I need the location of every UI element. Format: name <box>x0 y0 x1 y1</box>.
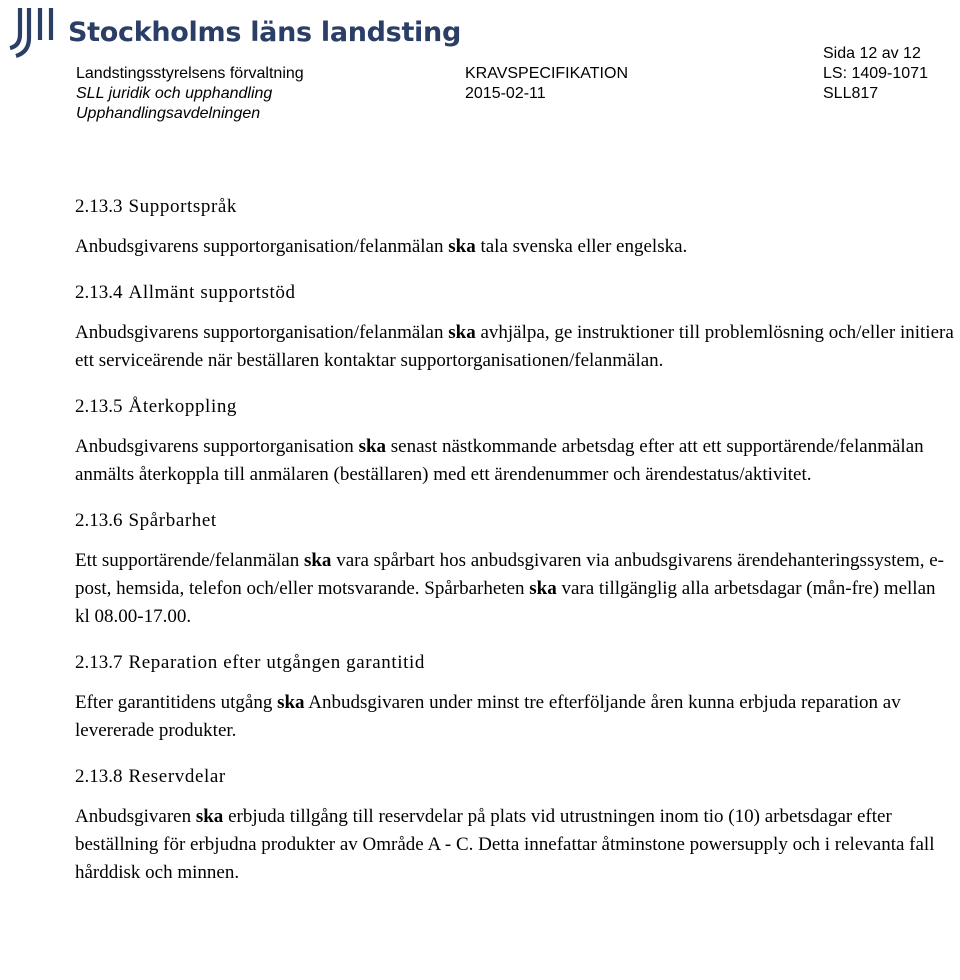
paragraph-text: avhjälpa, ge instruktioner till problemlösning och/eller initiera ett serviceärende när beställaren kontaktar supportorganisationen/felanmälan. <box>75 322 954 371</box>
section-2-13-5 <box>75 393 955 489</box>
section-heading <box>75 763 955 791</box>
section-heading <box>75 507 955 535</box>
requirement-keyword: ska <box>529 578 557 599</box>
section-paragraph <box>75 689 955 745</box>
org-line-1: Landstingsstyrelsens förvaltning <box>76 65 304 82</box>
org-line-2: SLL juridik och upphandling <box>76 85 273 102</box>
section-2-13-3 <box>75 193 955 261</box>
section-paragraph <box>75 319 955 375</box>
paragraph-text: vara spårbart hos anbudsgivaren via anbudsgivarens ärendehanteringssystem, e-post, hemsida, telefon och/eller motsvarande. Spårbarheten <box>75 550 944 599</box>
reference-number: SLL817 <box>823 85 879 102</box>
section-heading <box>75 393 955 421</box>
section-title: Återkoppling <box>128 396 238 417</box>
section-number: 2.13.7 <box>75 652 123 673</box>
section-2-13-8 <box>75 763 955 887</box>
section-2-13-7 <box>75 649 955 745</box>
page-number: Sida 12 av 12 <box>823 45 921 62</box>
section-title: Reparation efter utgången garantitid <box>128 652 425 673</box>
section-2-13-6 <box>75 507 955 631</box>
requirement-keyword: ska <box>277 692 305 713</box>
logo-text: Stockholms läns landsting <box>68 16 461 48</box>
section-number: 2.13.6 <box>75 510 123 531</box>
section-paragraph <box>75 547 955 631</box>
paragraph-text: Anbudsgivarens supportorganisation/felanmälan <box>75 236 449 257</box>
sll-logo-icon <box>6 4 62 60</box>
requirement-keyword: ska <box>358 436 387 457</box>
section-paragraph <box>75 803 955 887</box>
section-heading <box>75 193 955 221</box>
section-title: Spårbarhet <box>128 510 217 531</box>
case-number: LS: 1409-1071 <box>823 65 928 82</box>
paragraph-text: tala svenska eller engelska. <box>475 236 688 257</box>
section-number: 2.13.8 <box>75 766 123 787</box>
section-paragraph <box>75 433 955 489</box>
requirement-keyword: ska <box>448 236 476 257</box>
section-title: Allmänt supportstöd <box>128 282 296 303</box>
doc-type: KRAVSPECIFIKATION <box>465 65 628 82</box>
logo <box>6 4 461 60</box>
document-body <box>75 193 955 905</box>
paragraph-text: vara tillgänglig alla arbetsdagar (mån-fre) mellan kl 08.00-17.00. <box>75 578 936 627</box>
paragraph-text: Efter garantitidens utgång <box>75 692 278 713</box>
section-heading <box>75 649 955 677</box>
section-number: 2.13.5 <box>75 396 123 417</box>
section-number: 2.13.4 <box>75 282 123 303</box>
section-title: Supportspråk <box>128 196 238 217</box>
requirement-keyword: ska <box>448 322 476 343</box>
paragraph-text: Ett supportärende/felanmälan <box>75 550 304 571</box>
paragraph-text: senast nästkommande arbetsdag efter att ett supportärende/felanmälan anmälts återkoppla till anmälaren (beställaren) med ett ärendenummer och ärendestatus/aktivitet. <box>75 436 924 485</box>
section-2-13-4 <box>75 279 955 375</box>
paragraph-text: Anbudsgivaren under minst tre efterföljande åren kunna erbjuda reparation av levererade produkter. <box>75 692 901 741</box>
section-paragraph <box>75 233 955 261</box>
section-number: 2.13.3 <box>75 196 123 217</box>
org-line-3: Upphandlingsavdelningen <box>76 105 261 122</box>
requirement-keyword: ska <box>303 550 332 571</box>
requirement-keyword: ska <box>195 806 224 827</box>
section-title: Reservdelar <box>128 766 226 787</box>
paragraph-text: Anbudsgivarens supportorganisation <box>75 436 359 457</box>
doc-date: 2015-02-11 <box>465 85 546 102</box>
paragraph-text: Anbudsgivaren <box>75 806 196 827</box>
section-heading <box>75 279 955 307</box>
paragraph-text: erbjuda tillgång till reservdelar på plats vid utrustningen inom tio (10) arbetsdagar efter beställning för erbjudna produkter av Område A - C. Detta innefattar åtminstone powersupply och i relevanta fall hårddisk och minnen. <box>75 806 935 883</box>
paragraph-text: Anbudsgivarens supportorganisation/felanmälan <box>75 322 449 343</box>
